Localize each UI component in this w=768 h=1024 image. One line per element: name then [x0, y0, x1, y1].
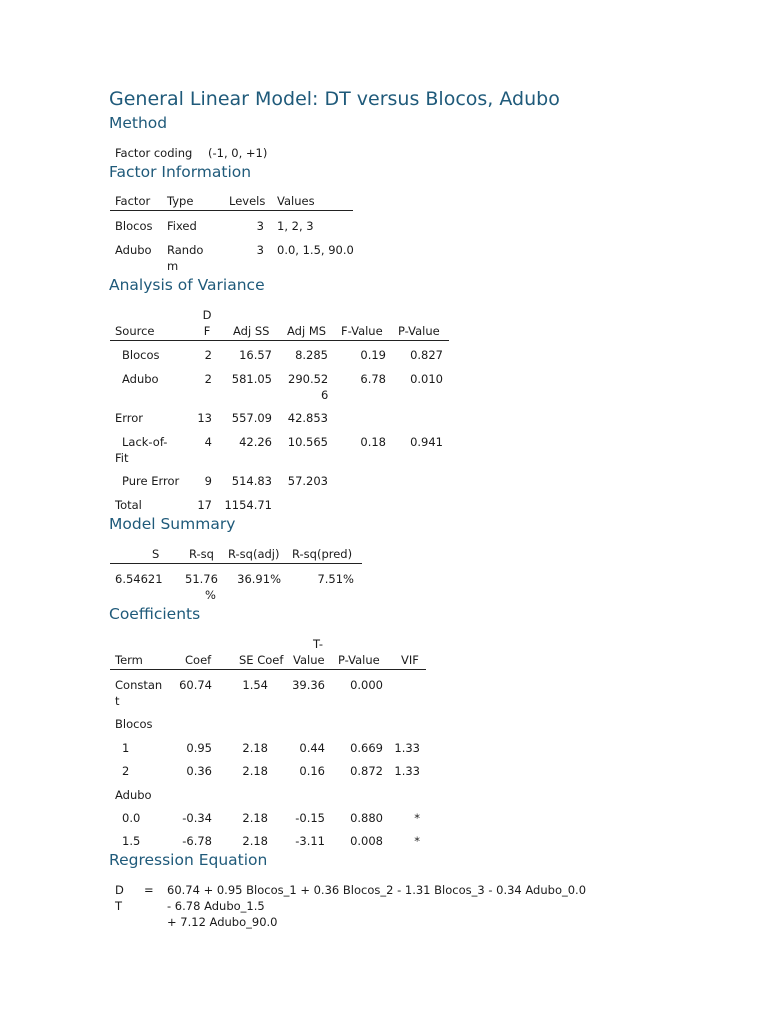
table-cell: Rando [167, 243, 204, 257]
table-row: Adubo [115, 243, 152, 257]
table-row: Adubo [122, 372, 159, 386]
table-cell: 290.52 [288, 372, 329, 386]
table-row: Constan [115, 678, 163, 692]
regression-lhs: T [115, 899, 123, 913]
table-cell: 3 [256, 219, 264, 233]
table-cell: 0.010 [410, 372, 443, 386]
table-cell: 0.19 [360, 348, 386, 362]
table-cell: 514.83 [231, 474, 272, 488]
regression-lhs: D [115, 883, 124, 897]
table-row: Pure Error [122, 474, 180, 488]
table-cell-wrap: t [115, 694, 120, 708]
factor-header-values: Values [277, 194, 315, 208]
anova-header-adjss: Adj SS [233, 324, 270, 338]
summary-value-rsq-wrap: % [205, 588, 216, 602]
table-cell: 1154.71 [224, 498, 272, 512]
table-cell: 1.33 [394, 741, 420, 755]
table-cell: 0.18 [360, 435, 386, 449]
regression-heading: Regression Equation [109, 851, 268, 869]
summary-header-rsqadj: R-sq(adj) [228, 547, 280, 561]
anova-header-source: Source [115, 324, 155, 338]
table-cell: -0.15 [295, 811, 325, 825]
table-cell: 0.16 [299, 764, 325, 778]
table-cell: 0.000 [350, 678, 383, 692]
coef-header-rule [110, 669, 426, 670]
table-cell: -3.11 [295, 834, 325, 848]
anova-header-adjms: Adj MS [287, 324, 327, 338]
table-cell: 1, 2, 3 [277, 219, 314, 233]
coefficients-heading: Coefficients [109, 605, 201, 623]
table-cell: 4 [204, 435, 212, 449]
table-row: 0.0 [122, 811, 141, 825]
table-cell: 0.008 [350, 834, 383, 848]
anova-header-df: D [202, 308, 212, 322]
coef-header-tvalue: Value [293, 653, 325, 667]
summary-header-s: S [152, 547, 160, 561]
table-cell: -6.78 [182, 834, 212, 848]
table-cell: 2.18 [242, 764, 268, 778]
factor-info-heading: Factor Information [109, 163, 252, 181]
summary-value-rsqpred: 7.51% [317, 572, 354, 586]
table-cell: 2.18 [242, 741, 268, 755]
summary-value-rsq: 51.76 [185, 572, 218, 586]
table-cell: 0.880 [350, 811, 383, 825]
table-row: Lack-of- [122, 435, 168, 449]
summary-value-rsqadj: 36.91% [237, 572, 281, 586]
table-cell: 1.33 [394, 764, 420, 778]
table-row: Error [115, 411, 144, 425]
regression-line: 60.74 + 0.95 Blocos_1 + 0.36 Blocos_2 - 1.31 Blocos_3 - 0.34 Adubo_0.0 [167, 883, 587, 897]
table-row: Blocos [115, 219, 153, 233]
table-cell-wrap: 6 [321, 388, 329, 402]
table-cell: -0.34 [182, 811, 212, 825]
regression-equals: = [144, 883, 154, 897]
factor-header-levels: Levels [229, 194, 266, 208]
table-cell: 6.78 [360, 372, 386, 386]
table-cell: Fixed [167, 219, 197, 233]
factor-header-type: Type [167, 194, 194, 208]
table-cell: 0.669 [350, 741, 383, 755]
table-cell: 0.941 [410, 435, 443, 449]
coef-header-term: Term [115, 653, 143, 667]
method-value: (-1, 0, +1) [208, 146, 268, 160]
table-cell: 17 [197, 498, 212, 512]
table-cell-wrap: Fit [115, 451, 129, 465]
table-cell: 2 [204, 348, 212, 362]
table-row: 1.5 [122, 834, 141, 848]
table-row: Total [115, 498, 142, 512]
summary-value-s: 6.54621 [115, 572, 163, 586]
anova-header-rule [110, 340, 449, 341]
table-cell: 1.54 [242, 678, 268, 692]
coef-header-tvalue: T- [312, 637, 324, 651]
table-cell: 39.36 [292, 678, 325, 692]
table-cell: 13 [197, 411, 212, 425]
table-row: 2 [122, 764, 130, 778]
table-row: Blocos [122, 348, 160, 362]
table-cell: 0.36 [186, 764, 212, 778]
anova-header-fvalue: F-Value [341, 324, 383, 338]
anova-header-pvalue: P-Value [398, 324, 440, 338]
table-row: Adubo [115, 788, 152, 802]
table-cell: 3 [256, 243, 264, 257]
table-cell: 16.57 [239, 348, 272, 362]
table-cell: 2 [204, 372, 212, 386]
table-cell: * [414, 834, 420, 848]
page-title: General Linear Model: DT versus Blocos, Adubo [109, 88, 560, 110]
table-row: Blocos [115, 717, 153, 731]
table-row: 1 [122, 741, 130, 755]
table-cell: 57.203 [287, 474, 328, 488]
table-cell: 0.95 [186, 741, 212, 755]
coef-header-vif: VIF [401, 653, 419, 667]
summary-header-rule [110, 563, 362, 564]
factor-header-rule [110, 210, 353, 211]
table-cell: 557.09 [231, 411, 272, 425]
table-cell: 42.26 [239, 435, 272, 449]
table-cell: 42.853 [287, 411, 328, 425]
factor-header-factor: Factor [115, 194, 151, 208]
table-cell: 581.05 [231, 372, 272, 386]
table-cell: 2.18 [242, 811, 268, 825]
table-cell: 0.872 [350, 764, 383, 778]
table-cell: 2.18 [242, 834, 268, 848]
coef-header-secoef: SE Coef [239, 653, 284, 667]
regression-line: - 6.78 Adubo_1.5 [167, 899, 265, 913]
table-cell: 9 [204, 474, 212, 488]
regression-line: + 7.12 Adubo_90.0 [167, 915, 278, 929]
table-cell: * [414, 811, 420, 825]
table-cell: 8.285 [295, 348, 328, 362]
method-label: Factor coding [115, 146, 193, 160]
table-cell: 60.74 [179, 678, 212, 692]
table-cell: 10.565 [287, 435, 328, 449]
method-heading: Method [109, 114, 168, 132]
table-cell-wrap: m [167, 259, 179, 273]
coef-header-coef: Coef [185, 653, 212, 667]
anova-header-df: F [203, 324, 211, 338]
summary-header-rsq: R-sq [189, 547, 214, 561]
coef-header-pvalue: P-Value [338, 653, 380, 667]
table-cell: 0.0, 1.5, 90.0 [277, 243, 354, 257]
model-summary-heading: Model Summary [109, 515, 236, 533]
summary-header-rsqpred: R-sq(pred) [292, 547, 353, 561]
anova-heading: Analysis of Variance [109, 276, 265, 294]
table-cell: 0.44 [299, 741, 325, 755]
table-cell: 0.827 [410, 348, 443, 362]
